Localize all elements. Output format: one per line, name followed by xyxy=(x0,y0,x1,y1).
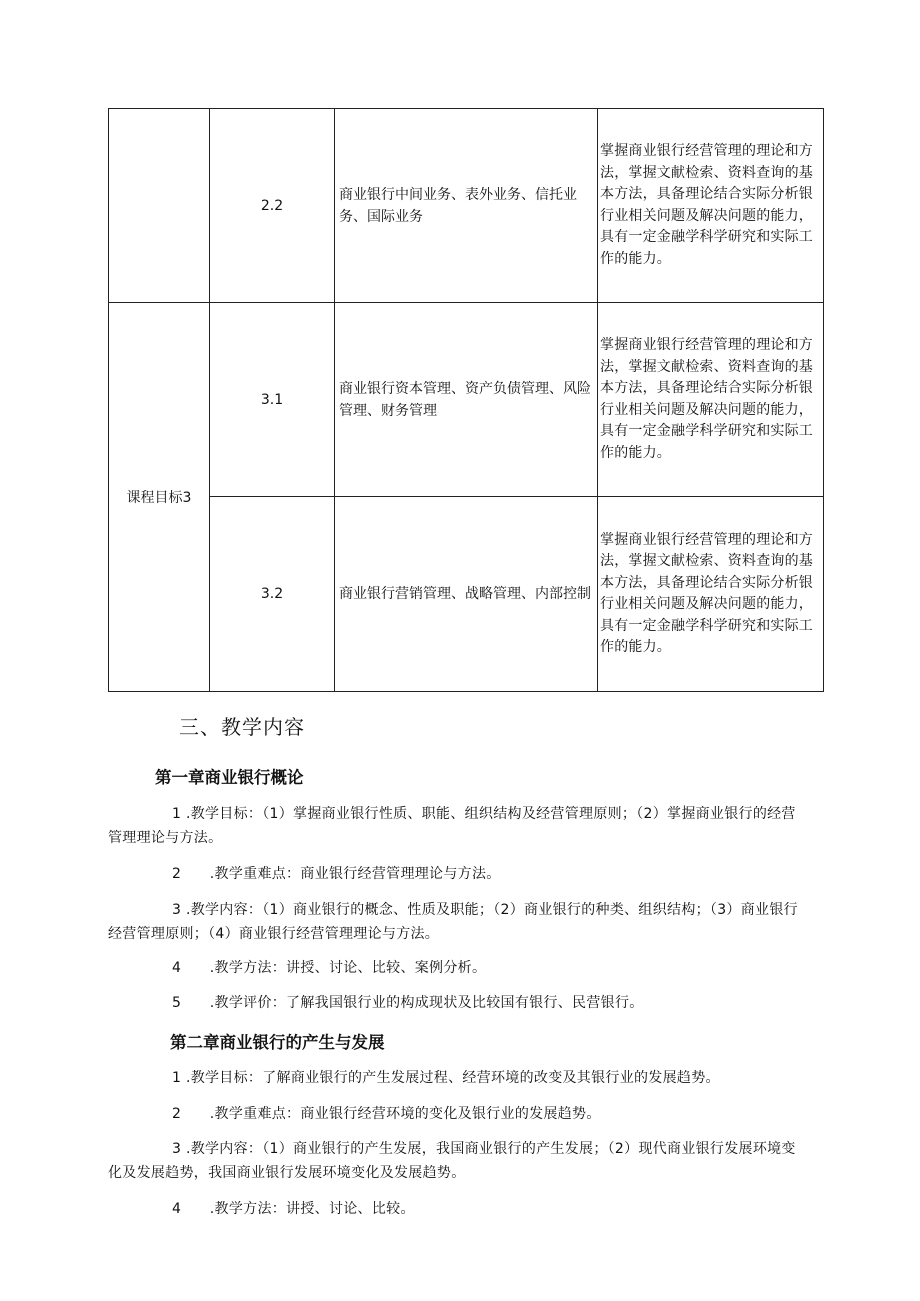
paragraph: 4 .教学方法：讲授、讨论、比较、案例分析。 xyxy=(172,960,487,976)
code-cell: 3.2 xyxy=(210,497,335,692)
content-cell: 商业银行中间业务、表外业务、信托业务、国际业务 xyxy=(335,109,598,303)
table-row xyxy=(109,303,824,497)
paragraph: 2 .教学重难点：商业银行经营环境的变化及银行业的发展趋势。 xyxy=(172,1106,601,1122)
chapter-title: 第二章商业银行的产生与发展 xyxy=(170,1033,385,1052)
paragraph: 1 .教学目标：了解商业银行的产生发展过程、经营环境的改变及其银行业的发展趋势。 xyxy=(172,1070,720,1086)
chapter-title: 第一章商业银行概论 xyxy=(155,768,304,787)
requirement-cell: 掌握商业银行经营管理的理论和方法，掌握文献检索、资料查询的基本方法，具备理论结合实际分析银行业相关问题及解决问题的能力，具有一定金融学科学研究和实际工作的能力。 xyxy=(598,497,824,692)
course-objectives-table xyxy=(108,108,824,692)
paragraph: 2 .教学重难点：商业银行经营管理理论与方法。 xyxy=(172,866,501,882)
table-row xyxy=(109,109,824,303)
paragraph: 3 .教学内容：（1）商业银行的产生发展，我国商业银行的产生发展；（2）现代商业银行发展环境变化及发展趋势，我国商业银行发展环境变化及发展趋势。 xyxy=(108,1141,796,1181)
goal-cell: 课程目标3 xyxy=(109,303,210,692)
requirement-cell: 掌握商业银行经营管理的理论和方法，掌握文献检索、资料查询的基本方法，具备理论结合实际分析银行业相关问题及解决问题的能力，具有一定金融学科学研究和实际工作的能力。 xyxy=(598,303,824,497)
content-cell: 商业银行资本管理、资产负债管理、风险管理、财务管理 xyxy=(335,303,598,497)
paragraph: 3 .教学内容：（1）商业银行的概念、性质及职能；（2）商业银行的种类、组织结构；（3）商业银行经营管理原则；（4）商业银行经营管理理论与方法。 xyxy=(108,902,798,942)
content-cell: 商业银行营销管理、战略管理、内部控制 xyxy=(335,497,598,692)
goal-cell xyxy=(109,109,210,303)
table-row xyxy=(109,497,824,692)
code-cell: 3.1 xyxy=(210,303,335,497)
paragraph: 1 .教学目标：（1）掌握商业银行性质、职能、组织结构及经营管理原则；（2）掌握商业银行的经营管理理论与方法。 xyxy=(108,806,796,846)
requirement-cell: 掌握商业银行经营管理的理论和方法，掌握文献检索、资料查询的基本方法，具备理论结合实际分析银行业相关问题及解决问题的能力，具有一定金融学科学研究和实际工作的能力。 xyxy=(598,109,824,303)
paragraph: 4 .教学方法：讲授、讨论、比较。 xyxy=(172,1201,415,1217)
section-title: 三、教学内容 xyxy=(179,715,305,739)
code-cell: 2.2 xyxy=(210,109,335,303)
paragraph: 5 .教学评价：了解我国银行业的构成现状及比较国有银行、民营银行。 xyxy=(172,995,644,1011)
